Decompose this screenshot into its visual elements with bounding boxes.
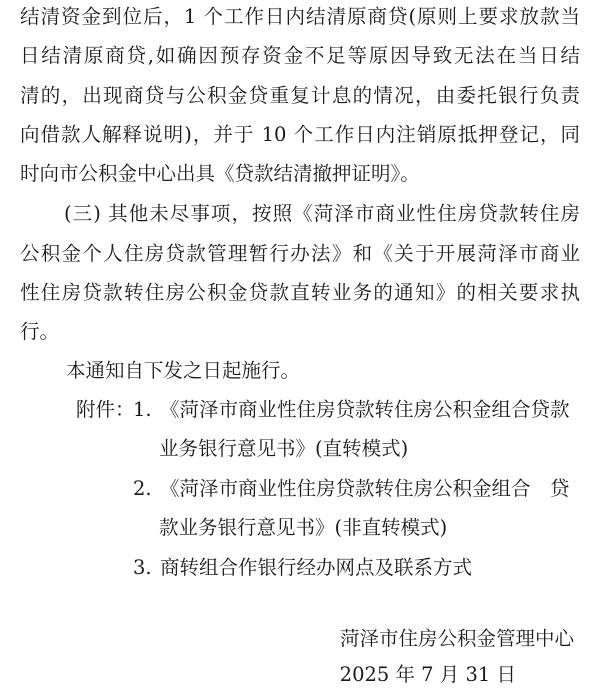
- issuing-organization: 菏泽市住房公积金管理中心: [339, 627, 574, 650]
- attachment-title: 商转组合作银行经办网点及联系方式: [160, 556, 473, 579]
- attachment-title-continued: 业务银行意见书》(直转模式): [159, 437, 409, 460]
- attachment-number: 1.: [133, 398, 152, 421]
- paragraph-line: 时向市公积金中心出具《贷款结清撤押证明》。: [20, 162, 420, 185]
- paragraph-line: 向借款人解释说明)，并于 10 个工作日内注销原抵押登记，同: [20, 123, 580, 146]
- attachment-title-continued: 款业务银行意见书》(非直转模式): [159, 516, 448, 539]
- paragraph-line: 结清资金到位后，1 个工作日内结清原商贷(原则上要求放款当: [20, 5, 580, 28]
- attachment-title: 《菏泽市商业性住房贷款转住房公积金组合 贷: [160, 477, 570, 500]
- issue-date: 2025 年 7 月 31 日: [339, 663, 516, 686]
- attachments-label: 附件：: [76, 398, 135, 421]
- attachment-number: 3.: [133, 556, 152, 579]
- paragraph-line: 日结清原商贷,如确因预存资金不足等原因导致无法在当日结: [20, 44, 580, 67]
- paragraph-line: 清的，出现商贷与公积金贷重复计息的情况，由委托银行负责: [20, 84, 580, 107]
- attachment-title: 《菏泽市商业性住房贷款转住房公积金组合贷款: [160, 398, 570, 421]
- paragraph-line: 性住房贷款转住房公积金贷款直转业务的通知》的相关要求执: [20, 281, 580, 304]
- paragraph-line: 公积金个人住房贷款管理暂行办法》和《关于开展菏泽市商业: [20, 242, 580, 265]
- paragraph-line: (三) 其他未尽事项，按照《菏泽市商业性住房贷款转住房: [64, 202, 580, 225]
- effective-notice: 本通知自下发之日起施行。: [66, 359, 301, 382]
- attachment-number: 2.: [133, 477, 152, 500]
- paragraph-line: 行。: [20, 320, 60, 343]
